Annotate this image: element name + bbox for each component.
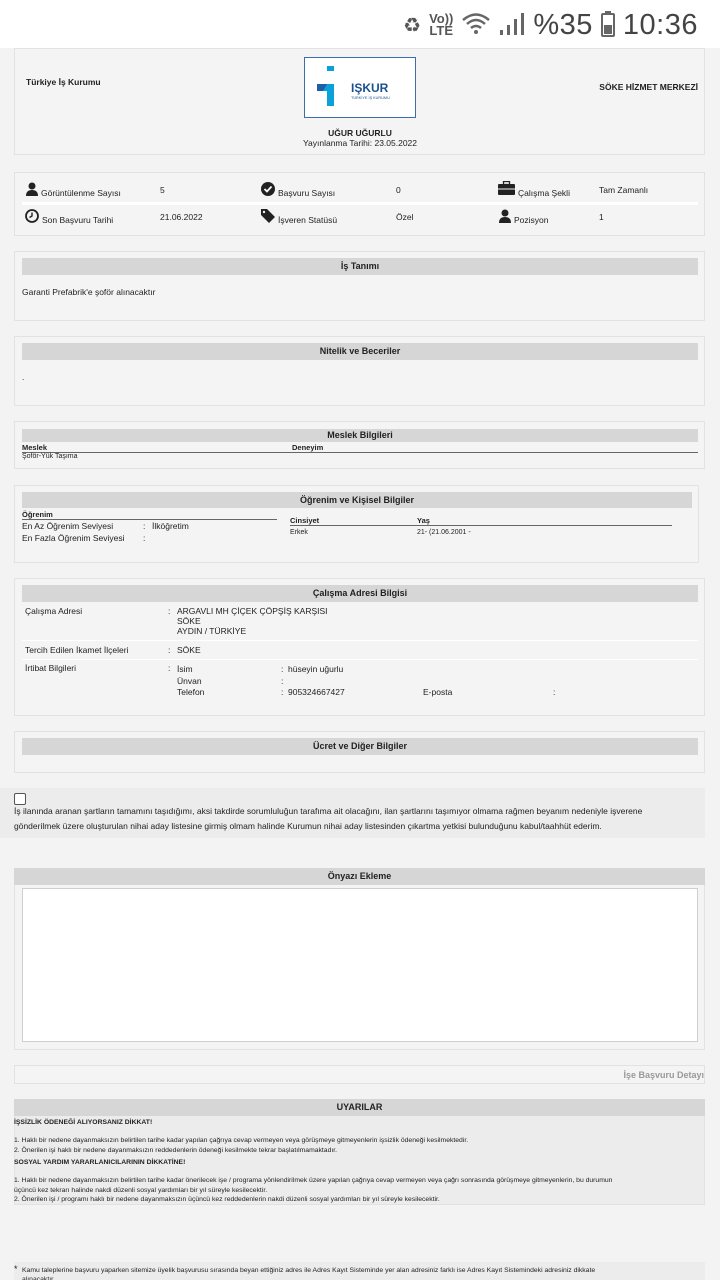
experience-col-header: Deneyim <box>292 443 324 452</box>
apply-bar <box>14 1065 705 1084</box>
signal-icon <box>499 12 525 38</box>
contact-title-label: Ünvan <box>177 676 202 686</box>
logo-subtext: TÜRKİYE İŞ KURUMU <box>351 96 390 100</box>
address-title: Çalışma Adresi Bilgisi <box>22 585 698 602</box>
max-education-colon: : <box>143 533 146 543</box>
warning-2-line-1: 1. Haklı bir nedene dayanmaksızın belirtilen tarihe kadar önerilecek işe / programa yönlendirilmek üzere yapılan çağrıya cevap vermeyen veya çağrı sonrasında görüşmeye gitmeyenlerin, bu durumun <box>14 1177 613 1184</box>
clock: 10:36 <box>622 8 698 41</box>
job-definition-title: İş Tanımı <box>22 258 698 275</box>
warnings-title: UYARILAR <box>14 1099 705 1116</box>
apply-detail-button[interactable]: İşe Başvuru Detayı <box>623 1070 704 1080</box>
briefcase-icon <box>498 181 515 195</box>
skills-title: Nitelik ve Beceriler <box>22 343 698 360</box>
employer-status-value: Özel <box>396 212 414 222</box>
user-position-icon <box>498 209 512 223</box>
contact-email-label: E-posta <box>423 687 453 697</box>
applications-label: Başvuru Sayısı <box>278 188 336 198</box>
tag-icon <box>261 209 275 223</box>
last-date-label: Son Başvuru Tarihi <box>42 215 114 225</box>
work-type-label: Çalışma Şekli <box>518 188 570 198</box>
contact-phone-value[interactable]: 905324667427 <box>288 687 345 697</box>
contact-colon: : <box>168 663 171 673</box>
org-name: Türkiye İş Kurumu <box>26 77 101 87</box>
salary-title: Ücret ve Diğer Bilgiler <box>22 738 698 755</box>
profession-value: Şoför-Yük Taşıma <box>22 453 78 460</box>
personal-header-line <box>290 525 672 526</box>
work-address-line3: AYDIN / TÜRKİYE <box>177 626 247 636</box>
residence-label: Tercih Edilen İkamet İlçeleri <box>25 645 129 655</box>
age-value: 21- (21.06.2001 - <box>417 529 471 536</box>
battery-icon <box>601 11 615 39</box>
work-address-line2: SÖKE <box>177 616 201 626</box>
education-title: Öğrenim ve Kişisel Bilgiler <box>22 492 692 508</box>
min-education-value: İlköğretim <box>152 521 189 531</box>
employer-name: UĞUR UĞURLU <box>328 128 392 138</box>
education-header: Öğrenim <box>22 510 53 519</box>
views-label: Görüntülenme Sayısı <box>41 188 121 198</box>
contact-phone-colon: : <box>281 687 284 697</box>
residence-value: SÖKE <box>177 645 201 655</box>
residence-colon: : <box>168 645 171 655</box>
warning-heading-2: SOSYAL YARDIM YARARLANICILARININ DİKKATİNE! <box>14 1159 186 1166</box>
cover-letter-textarea[interactable] <box>22 888 698 1042</box>
positions-value: 1 <box>599 212 604 222</box>
cover-letter-title: Önyazı Ekleme <box>14 868 705 885</box>
footnote-line-2: alınacaktır. <box>22 1276 55 1280</box>
employer-status-label: İşveren Statüsü <box>278 215 338 225</box>
work-address-colon: : <box>168 606 171 616</box>
clock-icon <box>25 209 39 223</box>
work-type-value: Tam Zamanlı <box>599 185 649 195</box>
job-definition-text: Garanti Prefabrik'e şoför alınacaktır <box>22 287 156 297</box>
contact-name-label: İsim <box>177 664 193 674</box>
age-label: Yaş <box>417 516 430 525</box>
warning-1-line-2: 2. Önerilen işi haklı bir nedene dayanmaksızın reddedenlerin ödeneği kesilmekte tekrar başlatılmamaktadır. <box>14 1147 338 1154</box>
user-icon <box>25 182 39 196</box>
work-address-line1: ARGAVLI MH ÇİÇEK ÇÖPŞİŞ KARŞISI <box>177 606 328 616</box>
recycle-icon: ♻ <box>403 14 422 37</box>
work-address-label: Çalışma Adresi <box>25 606 83 616</box>
battery-percent: %35 <box>533 8 593 41</box>
max-education-label: En Fazla Öğrenim Seviyesi <box>22 533 125 543</box>
address-divider-1 <box>22 640 698 641</box>
address-divider-2 <box>22 659 698 660</box>
consent-line-2: gönderilmek üzere oluşturulan nihai aday listesine girmiş olmam halinde Kurumun nihai aday listesinden çıkartma yetkisi bulunduğunu kabul/taahhüt ederim. <box>14 821 602 831</box>
min-education-colon: : <box>143 521 146 531</box>
min-education-label: En Az Öğrenim Seviyesi <box>22 521 114 531</box>
footnote-line-1: Kamu taleplerine başvuru yaparken sitemize üyelik başvurusu sırasında beyan ettiğiniz adres ile Adres Kayıt Sisteminde yer alan adresiniz farklı ise Adres Kayıt Sistemindeki adresiniz dikkate <box>22 1267 596 1274</box>
check-circle-icon <box>261 182 275 196</box>
positions-label: Pozisyon <box>514 215 549 225</box>
published-date: Yayınlanma Tarihi: 23.05.2022 <box>302 138 418 148</box>
warning-2-line-2: üçüncü kez tekrarı halinde nakdi düzenli sosyal yardımları bir yıl süreyle kesilecektir. <box>14 1187 268 1194</box>
gender-label: Cinsiyet <box>290 516 320 525</box>
views-value: 5 <box>160 185 165 195</box>
contact-email-colon: : <box>553 687 556 697</box>
office-name: SÖKE HİZMET MERKEZİ <box>599 82 698 92</box>
warning-2-line-3: 2. Önerilen işi / programı haklı bir nedene dayanmaksızın üçüncü kez reddedenlerin nakdi düzenli sosyal yardımları bir yıl süreyle kesilecektir. <box>14 1196 440 1203</box>
profession-col-header: Meslek <box>22 443 48 452</box>
consent-line-1: İş ilanında aranan şartların tamamını taşıdığımı, aksi takdirde sorumluluğun tarafıma ait olacağını, ilan şartlarını taşımıyor olmama rağmen beyanım nedeniyle işverene <box>14 806 643 816</box>
iskur-logo <box>304 57 416 118</box>
volte-indicator: Vo)) LTE <box>429 11 454 38</box>
contact-name-colon: : <box>281 664 284 674</box>
skills-text: . <box>22 372 25 382</box>
contact-title-colon: : <box>281 676 284 686</box>
logo-text: IŞKUR <box>351 81 389 95</box>
footnote-asterisk: * <box>14 1264 18 1274</box>
wifi-icon <box>461 12 491 38</box>
contact-phone-label: Telefon <box>177 687 205 697</box>
status-bar <box>0 0 720 48</box>
education-header-line <box>22 519 277 520</box>
applications-value: 0 <box>396 185 401 195</box>
last-date-value: 21.06.2022 <box>160 212 203 222</box>
contact-label: İrtibat Bilgileri <box>25 663 77 673</box>
profession-title: Meslek Bilgileri <box>22 429 698 442</box>
warning-1-line-1: 1. Haklı bir nedene dayanmaksızın belirtilen tarihe kadar yapılan çağrıya cevap vermeyen veya görüşmeye gitmeyenlerin işsizlik ödeneği kesilmektedir. <box>14 1137 469 1144</box>
contact-name-value: hüseyin uğurlu <box>288 664 344 674</box>
gender-value: Erkek <box>290 529 308 536</box>
stats-divider <box>22 202 698 205</box>
profession-header-line <box>22 452 698 453</box>
warning-heading-1: İŞSİZLİK ÖDENEĞİ ALIYORSANIZ DİKKAT! <box>14 1119 153 1126</box>
